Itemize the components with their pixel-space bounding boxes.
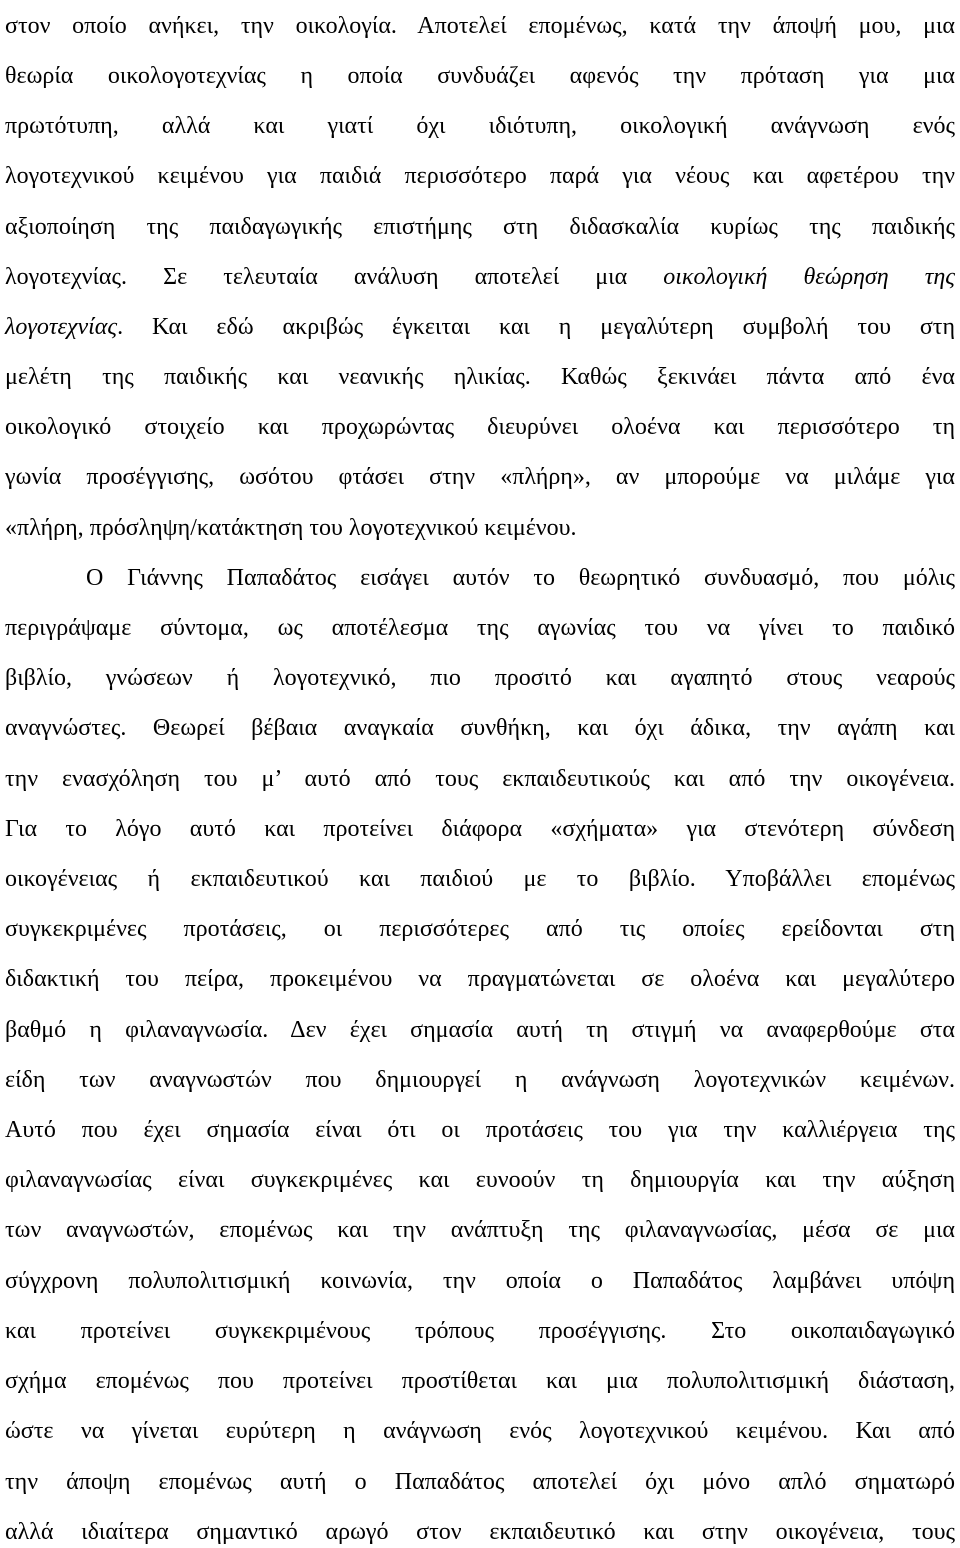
text-segment: αναγνώστες. Θεωρεί βέβαια αναγκαία συνθήκη, και όχι άδικα, την αγάπη και xyxy=(5,715,955,741)
text-segment: . Και εδώ ακριβώς έγκειται και η μεγαλύτερη συμβολή του στη xyxy=(117,314,955,340)
text-line xyxy=(5,11,955,41)
text-line xyxy=(5,462,955,492)
text-segment: Αυτό που έχει σημασία είναι ότι οι προτάσεις του για την καλλιέργεια της xyxy=(5,1117,955,1143)
text-line xyxy=(5,663,955,693)
text-segment: Ο Γιάννης Παπαδάτος εισάγει αυτόν το θεωρητικό συνδυασμό, που μόλις xyxy=(86,565,955,591)
text-segment: ώστε να γίνεται ευρύτερη η ανάγνωση ενός λογοτεχνικού κειμένου. Και από xyxy=(5,1418,955,1444)
text-segment: θεωρία οικολογοτεχνίας η οποία συνδυάζει αφενός την πρόταση για μια xyxy=(5,63,955,89)
text-segment: αξιοποίηση της παιδαγωγικής επιστήμης στη διδασκαλία κυρίως της παιδικής xyxy=(5,214,955,240)
text-line xyxy=(5,713,955,743)
text-line xyxy=(5,914,955,944)
text-line xyxy=(5,111,955,141)
text-segment: οικογένειας ή εκπαιδευτικού και παιδιού με το βιβλίο. Υποβάλλει επομένως xyxy=(5,866,955,892)
text-segment: είδη των αναγνωστών που δημιουργεί η ανάγνωση λογοτεχνικών κειμένων. xyxy=(5,1067,955,1093)
text-segment: «πλήρη, πρόσληψη/κατάκτηση του λογοτεχνικού κειμένου. xyxy=(5,515,577,541)
text-line xyxy=(5,212,955,242)
text-line xyxy=(5,362,955,392)
text-segment: πρωτότυπη, αλλά και γιατί όχι ιδιότυπη, οικολογική ανάγνωση ενός xyxy=(5,113,955,139)
text-line xyxy=(5,1366,955,1396)
text-line xyxy=(5,814,955,844)
text-line xyxy=(5,61,955,91)
text-segment: Για το λόγο αυτό και προτείνει διάφορα «σχήματα» για στενότερη σύνδεση xyxy=(5,816,955,842)
text-segment: λογοτεχνικού κειμένου για παιδιά περισσότερο παρά για νέους και αφετέρου την xyxy=(5,163,955,189)
text-line xyxy=(5,513,955,543)
text-line xyxy=(5,1015,955,1045)
text-line xyxy=(5,1316,955,1346)
text-segment: την άποψη επομένως αυτή ο Παπαδάτος αποτελεί όχι μόνο απλό σηματωρό xyxy=(5,1469,955,1495)
text-segment: μελέτη της παιδικής και νεανικής ηλικίας. Καθώς ξεκινάει πάντα από ένα xyxy=(5,364,955,390)
text-segment: γωνία προσέγγισης, ωσότου φτάσει στην «πλήρη», αν μπορούμε να μιλάμε για xyxy=(5,464,955,490)
text-line xyxy=(5,1065,955,1095)
text-segment: στον οποίο ανήκει, την οικολογία. Αποτελεί επομένως, κατά την άποψή μου, μια xyxy=(5,13,955,39)
text-segment: βιβλίο, γνώσεων ή λογοτεχνικό, πιο προσιτό και αγαπητό στους νεαρούς xyxy=(5,665,955,691)
text-segment: και προτείνει συγκεκριμένους τρόπους προσέγγισης. Στο οικοπαιδαγωγικό xyxy=(5,1318,955,1344)
italic-text-segment: οικολογική θεώρηση της xyxy=(663,264,955,290)
text-segment: βαθμό η φιλαναγνωσία. Δεν έχει σημασία αυτή τη στιγμή να αναφερθούμε στα xyxy=(5,1017,955,1043)
text-line xyxy=(5,1416,955,1446)
text-line xyxy=(5,1517,955,1547)
text-segment: περιγράψαμε σύντομα, ως αποτέλεσμα της αγωνίας του να γίνει το παιδικό xyxy=(5,615,955,641)
text-line xyxy=(5,864,955,894)
text-line xyxy=(5,412,955,442)
text-line xyxy=(5,161,955,191)
text-line xyxy=(5,964,955,994)
text-line xyxy=(5,1467,955,1497)
text-line xyxy=(5,1266,955,1296)
text-segment: συγκεκριμένες προτάσεις, οι περισσότερες από τις οποίες ερείδονται στη xyxy=(5,916,955,942)
text-segment: των αναγνωστών, επομένως και την ανάπτυξη της φιλαναγνωσίας, μέσα σε μια xyxy=(5,1217,955,1243)
text-segment: φιλαναγνωσίας είναι συγκεκριμένες και ευνοούν τη δημιουργία και την αύξηση xyxy=(5,1167,955,1193)
text-segment: οικολογικό στοιχείο και προχωρώντας διευρύνει ολοένα και περισσότερο τη xyxy=(5,414,955,440)
text-line xyxy=(5,312,955,342)
text-segment: σχήμα επομένως που προτείνει προστίθεται και μια πολυπολιτισμική διάσταση, xyxy=(5,1368,955,1394)
text-segment: λογοτεχνίας. Σε τελευταία ανάλυση αποτελεί μια xyxy=(5,264,664,290)
text-line xyxy=(5,613,955,643)
text-line xyxy=(5,262,955,292)
text-line xyxy=(5,764,955,794)
text-line xyxy=(5,1115,955,1145)
text-line xyxy=(5,1215,955,1245)
text-line xyxy=(5,1165,955,1195)
text-segment: σύγχρονη πολυπολιτισμική κοινωνία, την οποία ο Παπαδάτος λαμβάνει υπόψη xyxy=(5,1268,955,1294)
text-segment: την ενασχόληση του μ’ αυτό από τους εκπαιδευτικούς και από την οικογένεια. xyxy=(5,766,955,792)
text-line xyxy=(86,563,955,593)
text-segment: διδακτική του πείρα, προκειμένου να πραγματώνεται σε ολοένα και μεγαλύτερο xyxy=(5,966,955,992)
text-segment: αλλά ιδιαίτερα σημαντικό αρωγό στον εκπαιδευτικό και στην οικογένεια, τους xyxy=(5,1519,955,1545)
italic-text-segment: λογοτεχνίας xyxy=(5,314,118,340)
